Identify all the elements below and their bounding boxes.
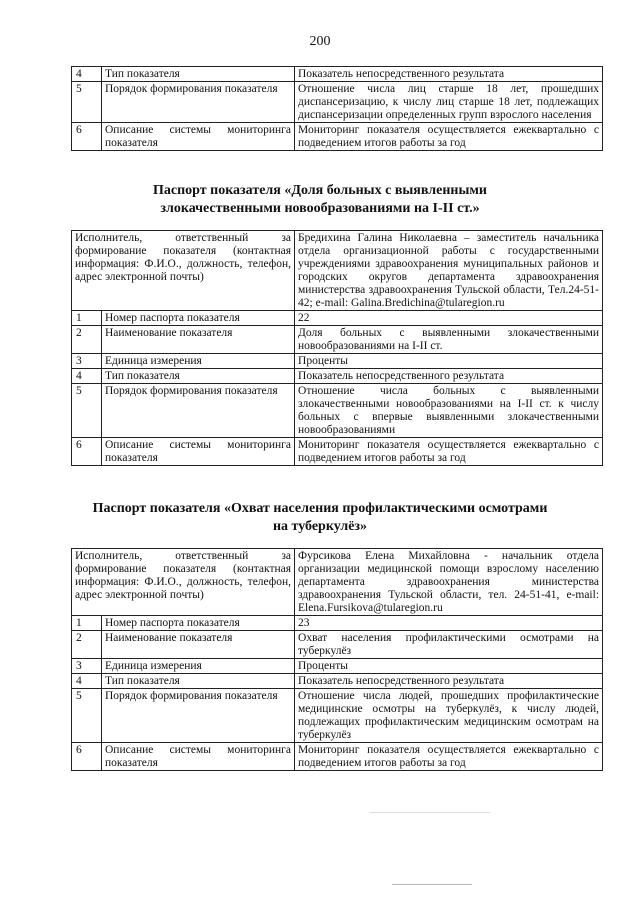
row-label: Тип показателя: [102, 674, 295, 689]
executor-row: [72, 231, 603, 311]
row-number: 6: [72, 743, 102, 771]
executor-value: Бредихина Галина Николаевна – заместитель начальника отдела организационной работы с государственными учреждениями здравоохранения муниципальных районов и городских округов департамента здравоохранения министерства здравоохранения Тульской области, Тел.24-51-42; e-mail: Galina.Bredichina@tularegion.ru: [295, 231, 603, 311]
heading-line: Паспорт показателя «Охват населения профилактическими осмотрами: [92, 501, 548, 516]
row-label: Порядок формирования показателя: [102, 384, 295, 438]
row-label: Тип показателя: [102, 369, 295, 384]
row-value: Показатель непосредственного результата: [295, 67, 603, 82]
row-label: Описание системы мониторинга показателя: [102, 743, 295, 771]
row-number: 6: [72, 438, 102, 466]
row-label: Порядок формирования показателя: [102, 82, 295, 123]
row-number: 3: [72, 659, 102, 674]
row-value: Показатель непосредственного результата: [295, 674, 603, 689]
row-number: 5: [72, 82, 102, 123]
heading-line: злокачественными новообразованиями на I-II ст.»: [160, 201, 480, 216]
passport-23-table: [71, 548, 603, 771]
row-number: 6: [72, 123, 102, 151]
table-row: [72, 689, 603, 743]
table-row: [72, 369, 603, 384]
executor-row: [72, 549, 603, 616]
row-value: Отношение числа лиц старше 18 лет, прошедших диспансеризацию, к числу лиц старше 18 лет, подлежащих диспансеризации определенных групп взрослого населения: [295, 82, 603, 123]
row-value: Доля больных с выявленными злокачественными новообразованиями на I-II ст.: [295, 326, 603, 354]
table-row: [72, 311, 603, 326]
row-number: 1: [72, 616, 102, 631]
row-label: Наименование показателя: [102, 326, 295, 354]
heading-line: Паспорт показателя «Доля больных с выявленными: [152, 183, 487, 198]
row-label: Описание системы мониторинга показателя: [102, 438, 295, 466]
table-row: [72, 384, 603, 438]
table-row: [72, 743, 603, 771]
table-row: [72, 631, 603, 659]
row-value: Охват населения профилактическими осмотрами на туберкулёз: [295, 631, 603, 659]
row-number: 4: [72, 67, 102, 82]
table-row: [72, 438, 603, 466]
row-value: Мониторинг показателя осуществляется ежеквартально с подведением итогов работы за год: [295, 438, 603, 466]
row-label: Тип показателя: [102, 67, 295, 82]
executor-value: Фурсикова Елена Михайловна - начальник отдела организации медицинской помощи взрослому населению департамента здравоохранения министерства здравоохранения Тульской области, тел. 24-51-41, e-mail: Elena.Fursikova@tularegion.ru: [295, 549, 603, 616]
row-value: 23: [295, 616, 603, 631]
row-number: 5: [72, 384, 102, 438]
passport-22-table: [71, 230, 603, 466]
passport-22-heading: [0, 182, 640, 218]
table-row: [72, 82, 603, 123]
row-value: Мониторинг показателя осуществляется ежеквартально с подведением итогов работы за год: [295, 743, 603, 771]
table-row: [72, 326, 603, 354]
row-number: 5: [72, 689, 102, 743]
top-passport-table: [71, 66, 603, 151]
row-label: Единица измерения: [102, 354, 295, 369]
row-number: 4: [72, 369, 102, 384]
row-number: 4: [72, 674, 102, 689]
row-label: Наименование показателя: [102, 631, 295, 659]
row-value: Отношение числа людей, прошедших профилактические медицинские осмотры на туберкулёз, к числу людей, подлежащих профилактическим медицинским осмотрам на туберкулёз: [295, 689, 603, 743]
row-label: Номер паспорта показателя: [102, 616, 295, 631]
scan-artifact: [392, 884, 472, 885]
row-label: Порядок формирования показателя: [102, 689, 295, 743]
row-number: 3: [72, 354, 102, 369]
table-row: [72, 616, 603, 631]
scan-artifact: [370, 812, 490, 813]
row-number: 2: [72, 326, 102, 354]
heading-line: на туберкулёз»: [272, 519, 368, 534]
row-value: Отношение числа больных с выявленными злокачественными новообразованиями на I-II ст. к числу больных с впервые выявленными злокачественными новообразованиями: [295, 384, 603, 438]
row-value: Показатель непосредственного результата: [295, 369, 603, 384]
row-label: Единица измерения: [102, 659, 295, 674]
page-number: 200: [309, 34, 331, 49]
executor-label: Исполнитель, ответственный за формирование показателя (контактная информация: Ф.И.О., должность, телефон, адрес электронной почты): [72, 549, 295, 616]
passport-23-heading: [0, 500, 640, 536]
row-value: Проценты: [295, 659, 603, 674]
table-row: [72, 123, 603, 151]
row-number: 2: [72, 631, 102, 659]
table-row: [72, 674, 603, 689]
row-label: Номер паспорта показателя: [102, 311, 295, 326]
row-label: Описание системы мониторинга показателя: [102, 123, 295, 151]
table-row: [72, 67, 603, 82]
row-value: 22: [295, 311, 603, 326]
table-row: [72, 659, 603, 674]
table-row: [72, 354, 603, 369]
row-number: 1: [72, 311, 102, 326]
row-value: Мониторинг показателя осуществляется ежеквартально с подведением итогов работы за год: [295, 123, 603, 151]
row-value: Проценты: [295, 354, 603, 369]
executor-label: Исполнитель, ответственный за формирование показателя (контактная информация: Ф.И.О., должность, телефон, адрес электронной почты): [72, 231, 295, 311]
